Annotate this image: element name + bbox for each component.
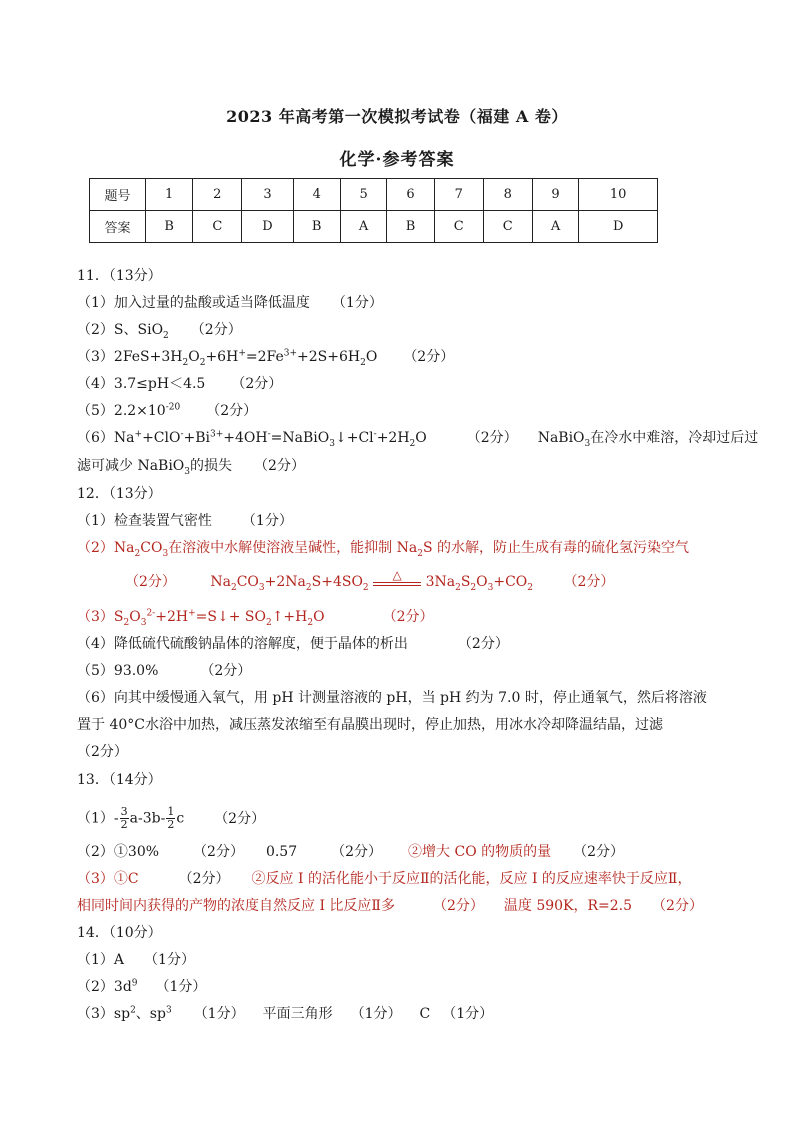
document-subtitle: 化学·参考答案 (339, 150, 455, 170)
table-cell: A (532, 211, 579, 243)
q12-part6-continued: 置于 40°C水浴中加热，减压蒸发浓缩至有晶膜出现时，停止加热，用冰水冷却降温结晶，过滤 (77, 717, 663, 733)
q14-part2: $(2)3d^9$ （1分） (77, 978, 207, 995)
table-cell: 10 (579, 179, 658, 211)
q11-part3: $(3)2FeS+3H_2O_2+6H^+=2Fe^{3+}+2S+6H_2O$ （2分） (77, 348, 455, 368)
table-cell: D (579, 211, 658, 243)
q12-heading: 12．（13分） (77, 486, 162, 502)
table-cell: D (242, 211, 293, 243)
q13-part2: （2）①30% （2分） 0.57 （2分） ②增大 CO 的物质的量 （2分） (77, 844, 625, 860)
q11-part5: $(5)2.2\times 10^{-20}$ （2分） (77, 402, 258, 419)
q11-part1: （1）加入过量的盐酸或适当降低温度 （1分） (77, 295, 383, 311)
q13-heading: 13．（14分） (77, 772, 162, 788)
q14-part1: （1）A （1分） (77, 952, 195, 968)
table-cell: 1 (146, 179, 193, 211)
document-title: 2023 年高考第一次模拟考试卷（福建 A 卷） (226, 107, 568, 126)
fraction-three-halves: $\frac{3}{2}$ (120, 805, 128, 831)
table-cell: 5 (340, 179, 387, 211)
table-cell: 7 (434, 179, 483, 211)
table-cell: A (340, 211, 387, 243)
q12-part6: （6）向其中缓慢通入氧气，用 pH 计测量溶液的 pH，当 pH 约为 7.0 时，停止通氧气，然后将溶液 (77, 690, 707, 706)
q14-part3: $(3)sp^2$、$sp^3$ （1分） 平面三角形 （1分） C （1分） (77, 1005, 494, 1022)
heat-equals-sign: △ (373, 580, 421, 586)
q12-part2-equation: （2分） $Na_2CO_3+2Na_2S+4SO_2$ △ $3Na_2S_2O_3+CO_2$ （2分） (125, 568, 615, 593)
table-cell: C (434, 211, 483, 243)
table-cell: B (387, 211, 434, 243)
table-cell: B (293, 211, 340, 243)
q11-part6-continued: 滤可减少 NaBiO$_3$的损失 （2分） (77, 458, 305, 477)
table-cell: C (483, 211, 532, 243)
fraction-one-half: $\frac{1}{2}$ (167, 805, 175, 831)
q12-part3: $(3)S_2O_3^{2-}+2H^+=S↓+$ $SO_2↑+H_2O$ （2分） (77, 608, 434, 628)
q12-part4: （4）降低硫代硫酸钠晶体的溶解度，便于晶体的析出 （2分） (77, 636, 509, 652)
q11-part2: （2）S、SiO$_2$ （2分） (77, 322, 242, 341)
question-number-row (90, 179, 658, 211)
q13-part1: （1）- $\frac{3}{2}$ a-3b- $\frac{1}{2}$ c （2分） (77, 805, 266, 831)
table-cell: 4 (293, 179, 340, 211)
answer-table (89, 178, 658, 243)
table-cell: C (193, 211, 242, 243)
q14-heading: 14．（10分） (77, 925, 162, 941)
table-cell: 9 (532, 179, 579, 211)
table-cell: B (146, 211, 193, 243)
answer-row (90, 211, 658, 243)
table-cell: 6 (387, 179, 434, 211)
table-cell: 8 (483, 179, 532, 211)
row-label-answer: 答案 (90, 211, 146, 243)
q13-part3: （3）①C （2分） ②反应 I 的活化能小于反应Ⅱ的活化能，反应 I 的反应速率快于反应Ⅱ， (77, 871, 692, 887)
q12-part5: （5）93.0% （2分） (77, 663, 252, 679)
row-label-question: 题号 (90, 179, 146, 211)
q11-heading: 11．（13分） (77, 268, 162, 284)
q13-part3-continued: 相同时间内获得的产物的浓度自然反应 I 比反应Ⅱ多 （2分） 温度 590K，R=2.5 （2分） (77, 898, 703, 914)
q12-part1: （1）检查装置气密性 （1分） (77, 513, 293, 529)
q12-part6-score: （2分） (77, 744, 128, 760)
table-cell: 2 (193, 179, 242, 211)
q11-part4: （4）3.7≤pH＜4.5 （2分） (77, 376, 283, 392)
q12-part2: $(2)Na_2CO_3$在溶液中水解使溶液呈碱性，能抑制 $Na_2S$ 的水解，防止生成有毒的硫化氢污染空气 (77, 540, 690, 559)
q11-part6: $(6)Na^++ClO^-+Bi^{3+}+4OH^-=NaBiO_3↓+Cl^-+2H_2O$ （2分） NaBiO$_3$在冷水中难溶，冷却过后过 (77, 429, 759, 449)
table-cell: 3 (242, 179, 293, 211)
